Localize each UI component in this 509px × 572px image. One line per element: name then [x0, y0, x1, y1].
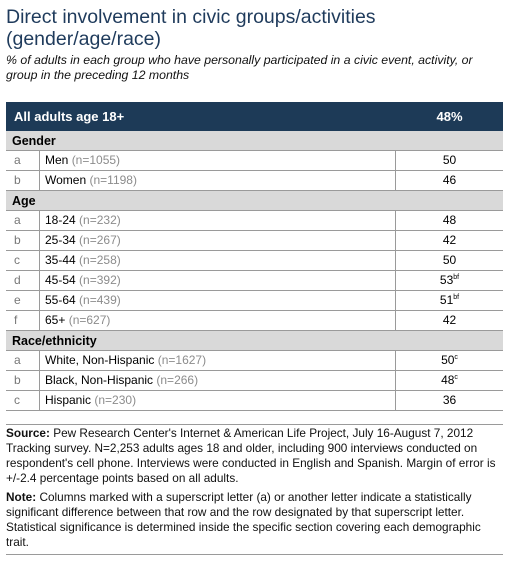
row-label: Black, Non-Hispanic: [45, 373, 154, 387]
row-sample-size: (n=1198): [89, 173, 137, 187]
row-value: 46: [442, 173, 457, 187]
table-row: [6, 151, 503, 171]
row-label: 55-64: [45, 293, 76, 307]
row-label: 65+: [45, 313, 66, 327]
row-label-cell: [40, 171, 396, 190]
row-value-cell: [396, 171, 503, 190]
table-row: [6, 271, 503, 291]
row-sample-size: (n=230): [94, 393, 137, 407]
significance-superscript: bf: [453, 274, 460, 281]
chart-subtitle: % of adults in each group who have personally participated in a civic event, activity, or group in the preceding 12 months: [6, 53, 473, 82]
row-label: Men: [45, 153, 69, 167]
row-sample-size: (n=232): [79, 213, 121, 227]
row-label-cell: [40, 371, 396, 390]
row-label: 45-54: [45, 273, 76, 287]
table-row: [6, 231, 503, 251]
chart-title: [6, 6, 503, 50]
row-value: 53: [439, 273, 454, 287]
row-label-cell: [40, 151, 396, 170]
row-letter: b: [6, 371, 40, 390]
section-header: Age: [6, 191, 503, 211]
table-header-row: [6, 102, 503, 131]
row-sample-size: (n=1627): [157, 353, 207, 367]
row-value: 50: [442, 253, 457, 267]
table-row: [6, 211, 503, 231]
row-value: 48: [441, 373, 455, 387]
row-label-cell: [40, 211, 396, 230]
row-label-cell: [40, 311, 396, 330]
significance-superscript: bf: [453, 294, 460, 301]
table-row: [6, 251, 503, 271]
row-value: 51: [439, 293, 454, 307]
table-row: [6, 291, 503, 311]
row-letter: e: [6, 291, 40, 310]
note-paragraph: [6, 490, 503, 550]
row-letter: a: [6, 151, 40, 170]
row-letter: b: [6, 231, 40, 250]
row-label: White, Non-Hispanic: [45, 353, 155, 367]
row-letter: d: [6, 271, 40, 290]
chart-title-line-2: (gender/age/race): [6, 28, 162, 50]
row-value: 50: [441, 353, 455, 367]
row-sample-size: (n=267): [79, 233, 121, 247]
row-label-cell: [40, 271, 396, 290]
header-value: 48%: [436, 109, 463, 124]
header-label: All adults age 18+: [14, 109, 125, 124]
row-value-cell: [396, 311, 503, 330]
row-sample-size: (n=258): [79, 253, 121, 267]
row-value-cell: [396, 291, 503, 310]
row-sample-size: (n=439): [79, 293, 121, 307]
row-sample-size: (n=392): [79, 273, 121, 287]
section-header: Gender: [6, 131, 503, 151]
row-letter: c: [6, 391, 40, 410]
source-label: Source:: [6, 426, 50, 440]
row-label-cell: [40, 231, 396, 250]
significance-superscript: c: [454, 354, 458, 361]
table-row: [6, 311, 503, 331]
table-row: [6, 171, 503, 191]
row-label: 25-34: [45, 233, 76, 247]
row-letter: c: [6, 251, 40, 270]
row-value: 42: [442, 313, 457, 327]
significance-superscript: c: [454, 374, 458, 381]
row-sample-size: (n=627): [68, 313, 111, 327]
row-value-cell: [396, 151, 503, 170]
row-letter: f: [6, 311, 40, 330]
row-label-cell: [40, 291, 396, 310]
chart-title-line-1: Direct involvement in civic groups/activities: [6, 6, 376, 28]
row-value: 48: [442, 213, 457, 227]
row-value-cell: [396, 231, 503, 250]
row-label: 18-24: [45, 213, 76, 227]
section-header: Race/ethnicity: [6, 331, 503, 351]
table-row: [6, 351, 503, 371]
table-row: [6, 391, 503, 411]
row-sample-size: (n=1055): [71, 153, 121, 167]
row-letter: a: [6, 211, 40, 230]
row-value-cell: [396, 371, 503, 390]
row-label: Hispanic: [45, 393, 92, 407]
title-block: [6, 6, 503, 83]
table-body: [6, 131, 503, 411]
note-label: Note:: [6, 490, 37, 504]
row-value-cell: [396, 351, 503, 370]
row-label: 35-44: [45, 253, 76, 267]
row-label-cell: [40, 251, 396, 270]
row-label-cell: [40, 351, 396, 370]
row-value-cell: [396, 211, 503, 230]
bottom-divider: [6, 554, 503, 555]
table-row: [6, 371, 503, 391]
source-note: [6, 424, 503, 550]
source-text: Pew Research Center's Internet & American Life Project, July 16-August 7, 2012 Tracking survey. N=2,253 adults ages 18 and older, including 900 interviews conducted on respondent's cell phone. Interviews were conducted in English and Spanish. Margin of error is +/-2.4 percentage points based on all adults.: [6, 426, 496, 485]
row-label-cell: [40, 391, 396, 410]
row-value-cell: [396, 391, 503, 410]
row-label: Women: [45, 173, 87, 187]
row-value-cell: [396, 271, 503, 290]
row-letter: a: [6, 351, 40, 370]
row-sample-size: (n=266): [156, 373, 199, 387]
source-paragraph: [6, 426, 503, 486]
row-value: 42: [442, 233, 457, 247]
data-table: [6, 102, 503, 411]
row-value-cell: [396, 251, 503, 270]
row-value: 36: [442, 393, 457, 407]
row-letter: b: [6, 171, 40, 190]
note-text: Columns marked with a superscript letter (a) or another letter indicate a statistically significant difference between that row and the row designated by that superscript letter. Statistical significance is determined inside the specific section covering each demographic trait.: [6, 490, 481, 549]
row-value: 50: [442, 153, 457, 167]
